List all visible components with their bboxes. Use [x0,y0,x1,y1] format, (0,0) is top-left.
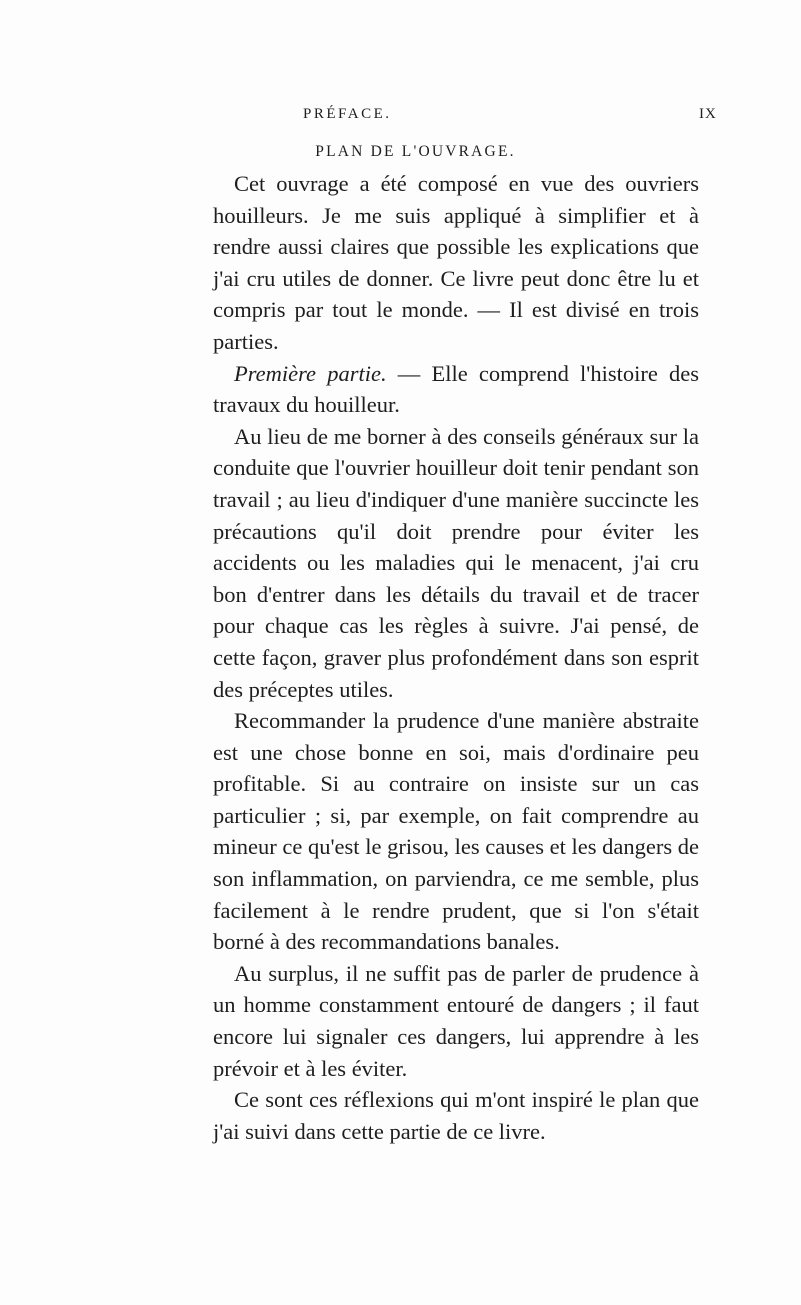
running-title: PRÉFACE. [303,106,392,122]
paragraph-dangers: Au surplus, il ne suffit pas de parler de prudence à un homme constamment entouré de dangers ; il faut encore lui signaler ces dangers, lui apprendre à les prévoir et à les éviter. [213,960,699,1081]
body-text [213,168,699,1147]
paragraph-advice: Au lieu de me borner à des conseils généraux sur la conduite que l'ouvrier houilleur doit tenir pendant son travail ; au lieu d'indiquer d'une manière succincte les précautions qu'il doit prendre pour éviter les accidents ou les maladies qui le menacent, j'ai cru bon d'entrer dans les détails du travail et de tracer pour chaque cas les règles à suivre. J'ai pensé, de cette façon, graver plus profondément dans son esprit des préceptes utiles. [213,423,699,702]
page-number: IX [699,106,717,122]
paragraph-intro: Cet ouvrage a été composé en vue des ouvriers houilleurs. Je me suis appliqué à simplifier et à rendre aussi claires que possible les explications que j'ai cru utiles de donner. Ce livre peut donc être lu et compris par tout le monde. — Il est divisé en trois parties. [213,171,699,354]
paragraph-prudence: Recommander la prudence d'une manière abstraite est une chose bonne en soi, mais d'ordinaire peu profitable. Si au contraire on insiste sur un cas particulier ; si, par exemple, on fait comprendre au mineur ce qu'est le grisou, les causes et les dangers de son inflammation, on parviendra, ce me semble, plus facilement à le rendre prudent, que si l'on s'était borné à des recommandations banales. [213,708,699,955]
part-one-text: — Elle comprend l'histoire des travaux du houilleur. [213,360,699,418]
part-one-label: Première partie. [234,360,387,386]
paragraph-part-one [213,358,699,421]
section-heading: PLAN DE L'OUVRAGE. [315,143,516,160]
paragraph-conclusion: Ce sont ces réflexions qui m'ont inspiré le plan que j'ai suivi dans cette partie de ce livre. [213,1087,699,1144]
running-header [0,106,801,130]
